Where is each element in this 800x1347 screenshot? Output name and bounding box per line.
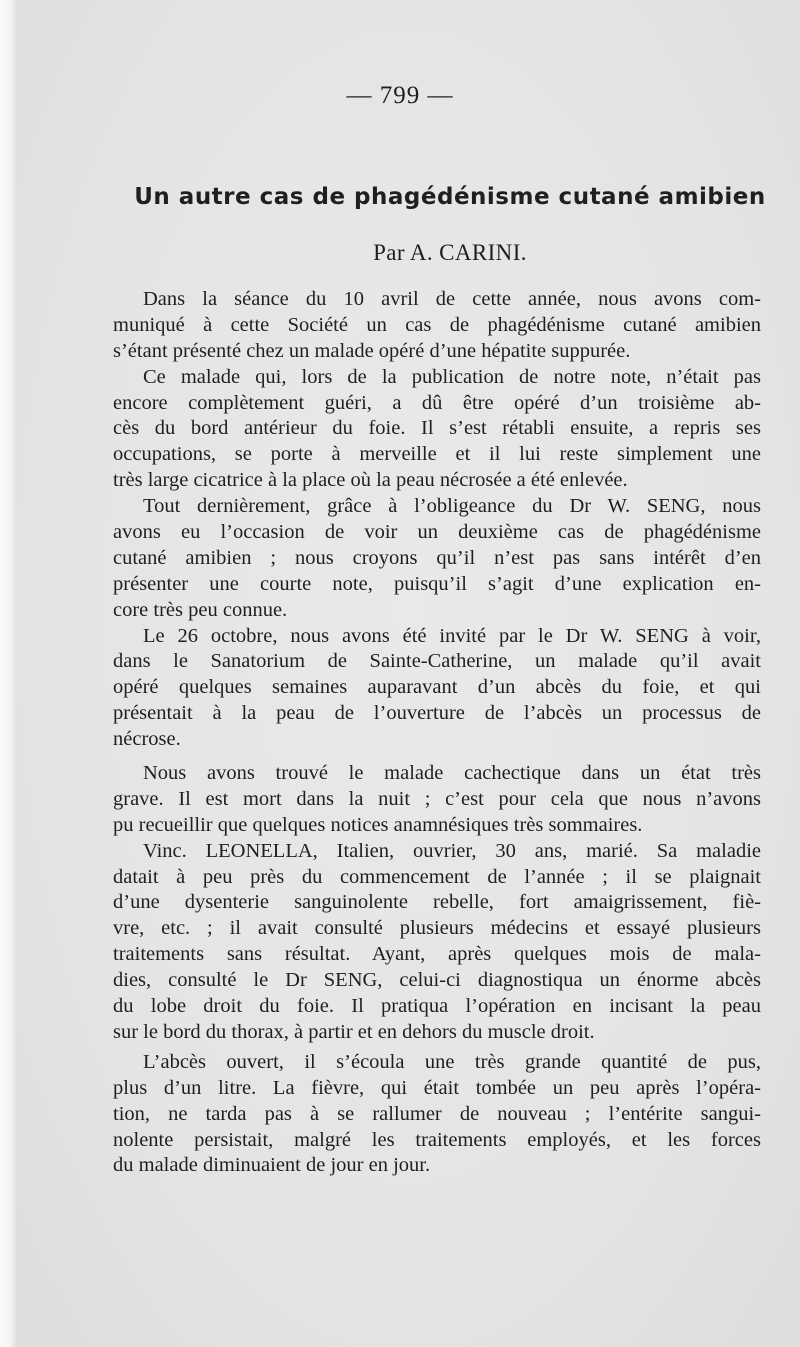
- body-line: présentait à la peau de l’ouverture de l’abcès un processus de: [113, 702, 761, 725]
- body-line: s’étant présenté chez un malade opéré d’une hépatite suppurée.: [113, 339, 631, 362]
- body-line: Dans la séance du 10 avril de cette année, nous avons com-: [143, 288, 761, 310]
- body-line: Nous avons trouvé le malade cachectique dans un état très: [143, 762, 761, 785]
- body-line: L’abcès ouvert, il s’écoula une très grande quantité de pus,: [143, 1050, 761, 1073]
- article-body: [113, 287, 761, 1179]
- body-line: Vinc. LEONELLA, Italien, ouvrier, 30 ans, marié. Sa maladie: [143, 839, 761, 862]
- page-number: — 799 —: [346, 82, 454, 109]
- body-line: dans le Sanatorium de Sainte-Catherine, un malade qu’il avait: [113, 650, 761, 673]
- body-line: pu recueillir que quelques notices anamnésiques très sommaires.: [113, 813, 643, 836]
- body-line: sur le bord du thorax, à partir et en dehors du muscle droit.: [113, 1020, 595, 1043]
- article-byline: Par A. CARINI.: [373, 240, 527, 265]
- body-line: muniqué à cette Société un cas de phagédénisme cutané amibien: [113, 313, 761, 336]
- body-line: plus d’un litre. La fièvre, qui était tombée un peu après l’opéra-: [113, 1076, 761, 1099]
- paragraph-gap: [113, 753, 761, 761]
- body-line: Tout dernièrement, grâce à l’obligeance du Dr W. SENG, nous: [143, 495, 761, 518]
- body-line: core très peu connue.: [113, 598, 288, 621]
- body-line: du lobe droit du foie. Il pratiqua l’opération en incisant la peau: [113, 995, 761, 1018]
- body-line: avons eu l’occasion de voir un deuxième cas de phagédénisme: [113, 521, 761, 544]
- body-line: occupations, se porte à merveille et il lui reste simplement une: [113, 443, 761, 466]
- body-line: Le 26 octobre, nous avons été invité par le Dr W. SENG à voir,: [143, 624, 761, 647]
- article-title: Un autre cas de phagédénisme cutané amibien: [134, 184, 766, 210]
- body-line: opéré quelques semaines auparavant d’un abcès du foie, et qui: [113, 676, 761, 699]
- body-line: très large cicatrice à la place où la peau nécrosée a été enlevée.: [113, 469, 628, 492]
- body-line: grave. Il est mort dans la nuit ; c’est pour cela que nous n’avons: [113, 787, 761, 810]
- body-line: datait à peu près du commencement de l’année ; il se plaignait: [113, 865, 761, 888]
- body-line: d’une dysenterie sanguinolente rebelle, fort amaigrissement, fiè-: [113, 891, 761, 914]
- body-line: Ce malade qui, lors de la publication de notre note, n’était pas: [143, 365, 761, 388]
- body-line: du malade diminuaient de jour en jour.: [113, 1154, 431, 1177]
- body-line: encore complètement guéri, a dû être opéré d’un troisième ab-: [113, 391, 761, 414]
- body-line: dies, consulté le Dr SENG, celui-ci diagnostiqua un énorme abcès: [113, 969, 761, 992]
- book-spine-edge: [0, 0, 16, 1347]
- body-line: nolente persistait, malgré les traitements employés, et les forces: [113, 1128, 761, 1151]
- body-line: nécrose.: [113, 728, 181, 751]
- body-line: cutané amibien ; nous croyons qu’il n’est pas sans intérêt d’en: [113, 546, 761, 569]
- body-line: tion, ne tarda pas à se rallumer de nouveau ; l’entérite sangui-: [113, 1102, 761, 1125]
- body-line: cès du bord antérieur du foie. Il s’est rétabli ensuite, a repris ses: [113, 417, 761, 440]
- body-line: vre, etc. ; il avait consulté plusieurs médecins et essayé plusieurs: [113, 917, 761, 940]
- body-line: traitements sans résultat. Ayant, après quelques mois de mala-: [113, 943, 761, 966]
- body-line: présenter une courte note, puisqu’il s’agit d’une explication en-: [113, 572, 761, 595]
